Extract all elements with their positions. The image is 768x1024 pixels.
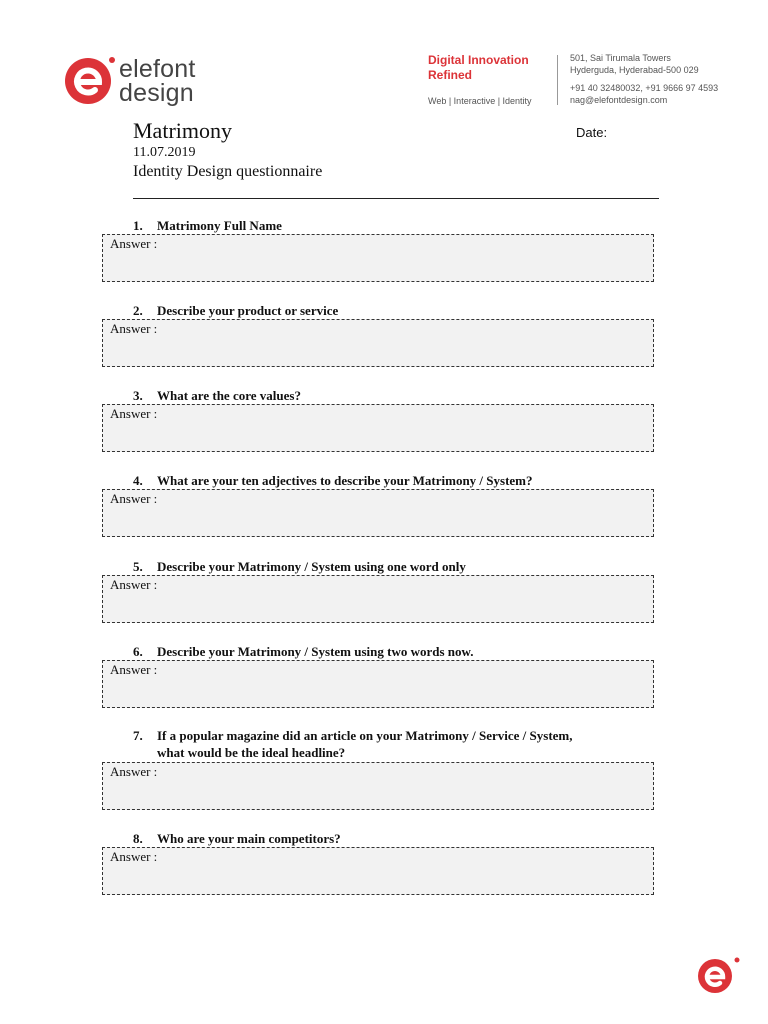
question-6 <box>133 643 663 660</box>
answer-field-7[interactable] <box>102 762 654 810</box>
tagline-line1: Digital Innovation <box>428 53 529 67</box>
date-field-label: Date: <box>576 125 608 140</box>
question-text: Describe your Matrimony / System using two words now. <box>157 644 474 659</box>
question-2 <box>133 302 663 319</box>
answer-label: Answer : <box>110 321 158 336</box>
question-text: If a popular magazine did an article on your Matrimony / Service / System, <box>157 728 573 743</box>
logo-wordmark-line2: design <box>119 79 194 107</box>
address-line1: 501, Sai Tirumala Towers <box>570 53 671 63</box>
footer-logo <box>697 955 743 995</box>
elefont-footer-logo-icon <box>697 955 743 995</box>
answer-field-5[interactable] <box>102 575 654 623</box>
answer-label: Answer : <box>110 849 158 864</box>
question-7 <box>133 727 663 761</box>
document-date: 11.07.2019 <box>133 145 196 160</box>
question-number: 7. <box>133 728 143 743</box>
question-4 <box>133 472 663 489</box>
question-number: 5. <box>133 559 143 574</box>
answer-label: Answer : <box>110 662 158 677</box>
question-number: 4. <box>133 473 143 488</box>
question-8 <box>133 830 663 847</box>
letterhead-divider <box>557 55 558 105</box>
answer-label: Answer : <box>110 236 158 251</box>
email-address: nag@elefontdesign.com <box>570 95 668 105</box>
question-text: Who are your main competitors? <box>157 831 341 846</box>
tagline-block <box>428 53 553 107</box>
address-line2: Hyderguda, Hyderabad-500 029 <box>570 65 699 75</box>
elefont-logo-icon <box>62 52 118 108</box>
question-1 <box>133 217 663 234</box>
document-subtitle: Identity Design questionnaire <box>133 163 323 180</box>
services-list: Web | Interactive | Identity <box>428 96 532 106</box>
answer-label: Answer : <box>110 577 158 592</box>
answer-field-6[interactable] <box>102 660 654 708</box>
question-number: 2. <box>133 303 143 318</box>
question-number: 8. <box>133 831 143 846</box>
answer-field-2[interactable] <box>102 319 654 367</box>
answer-field-3[interactable] <box>102 404 654 452</box>
question-text: What are the core values? <box>157 388 301 403</box>
question-5 <box>133 558 663 575</box>
tagline-line2: Refined <box>428 68 473 82</box>
answer-field-1[interactable] <box>102 234 654 282</box>
logo-wordmark-line1: elefont <box>119 55 196 83</box>
question-text: What are your ten adjectives to describe your Matrimony / System? <box>157 473 533 488</box>
answer-label: Answer : <box>110 491 158 506</box>
phone-numbers: +91 40 32480032, +91 9666 97 4593 <box>570 83 719 93</box>
question-number: 3. <box>133 388 143 403</box>
answer-field-8[interactable] <box>102 847 654 895</box>
question-text-continued: what would be the ideal headline? <box>157 745 346 760</box>
company-logo <box>62 52 232 110</box>
answer-label: Answer : <box>110 406 158 421</box>
answer-field-4[interactable] <box>102 489 654 537</box>
document-title: Matrimony <box>133 118 232 143</box>
question-text: Matrimony Full Name <box>157 218 282 233</box>
question-3 <box>133 387 663 404</box>
question-number: 6. <box>133 644 143 659</box>
question-text: Describe your product or service <box>157 303 339 318</box>
header-divider <box>133 198 659 199</box>
answer-label: Answer : <box>110 764 158 779</box>
question-text: Describe your Matrimony / System using one word only <box>157 559 466 574</box>
address-block <box>570 52 760 106</box>
question-number: 1. <box>133 218 143 233</box>
